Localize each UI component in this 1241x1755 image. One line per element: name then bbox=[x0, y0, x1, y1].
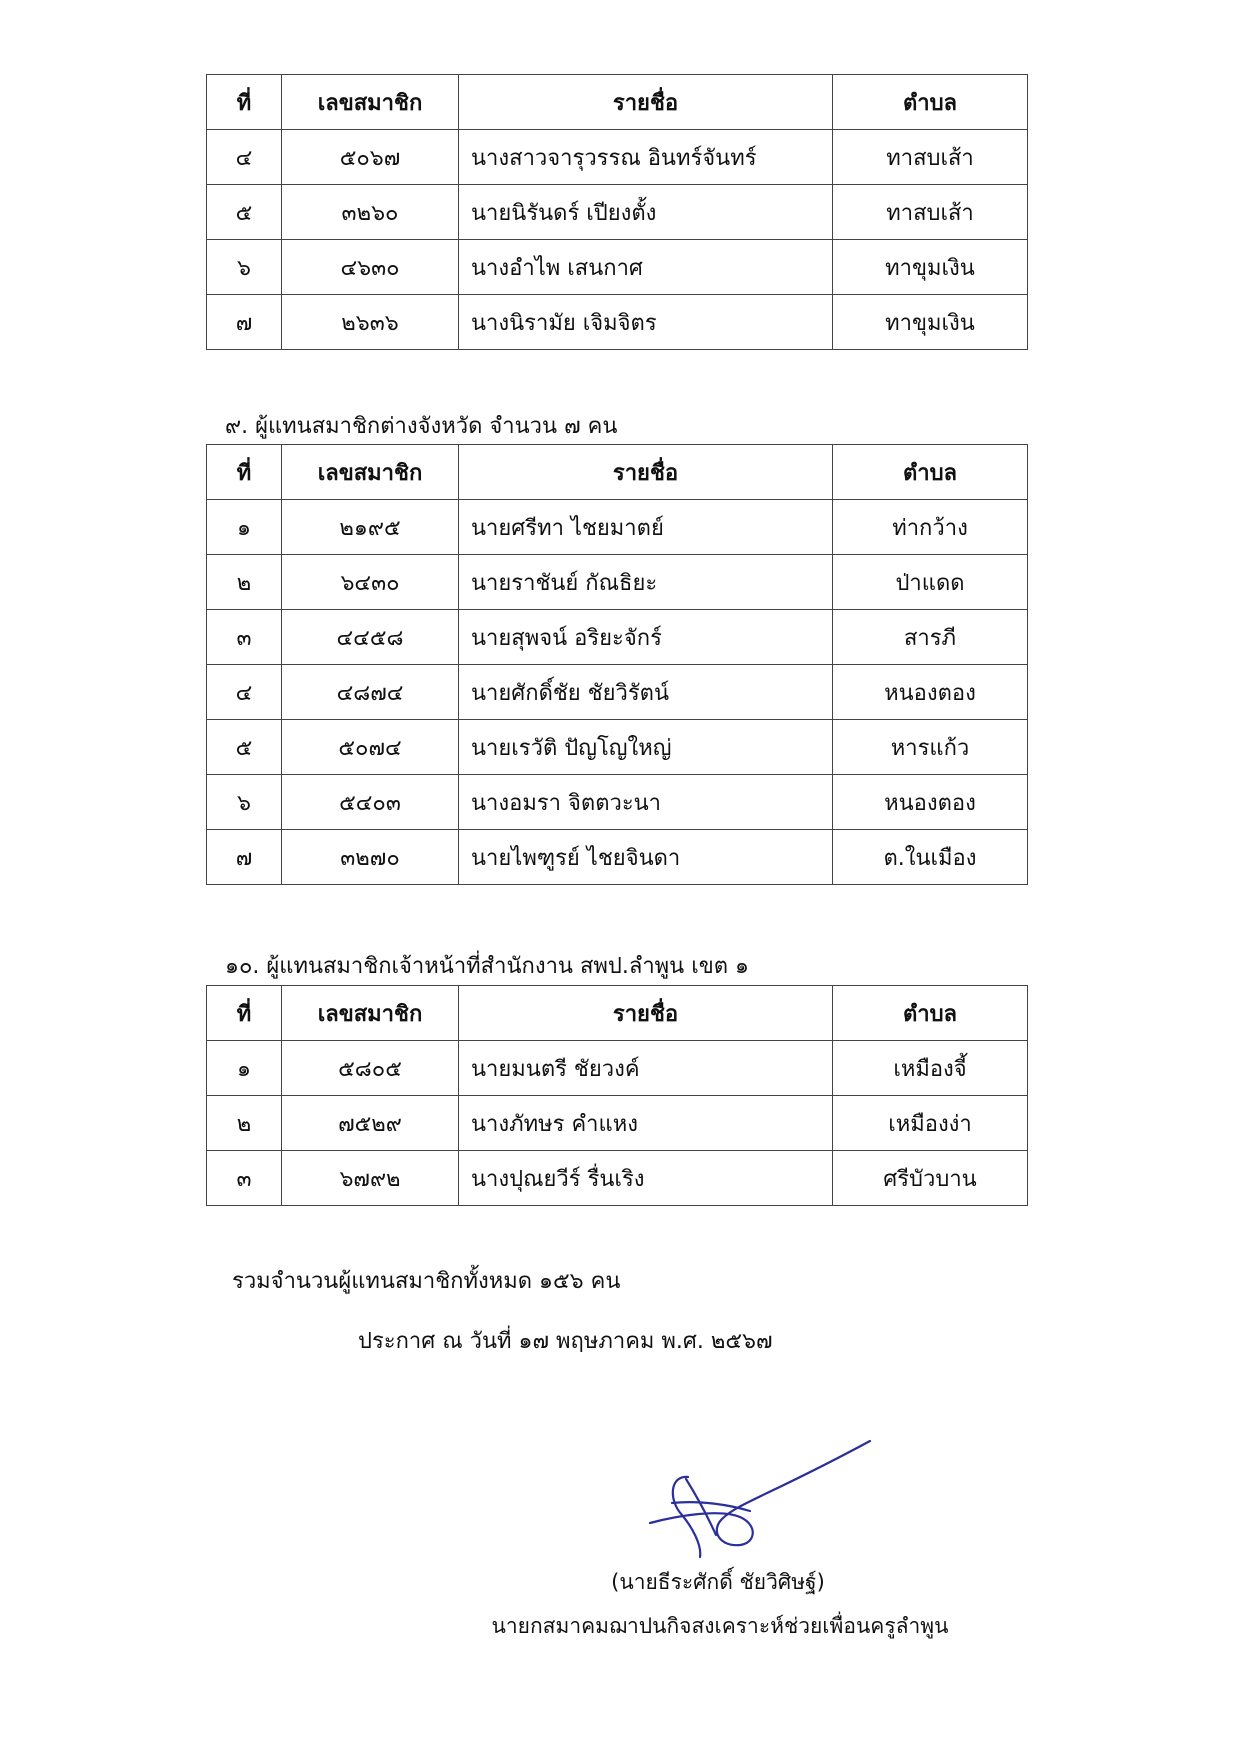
cell-no: ๓ bbox=[207, 610, 282, 665]
table-row bbox=[207, 555, 1028, 610]
cell-name: นางปุณยวีร์ รื่นเริง bbox=[459, 1151, 833, 1206]
cell-no: ๑ bbox=[207, 500, 282, 555]
header-no: ที่ bbox=[207, 445, 282, 500]
table-row bbox=[207, 240, 1028, 295]
cell-member-id: ๔๘๗๔ bbox=[282, 665, 459, 720]
cell-member-id: ๗๕๒๙ bbox=[282, 1096, 459, 1151]
cell-member-id: ๕๐๗๔ bbox=[282, 720, 459, 775]
signature-image bbox=[610, 1405, 910, 1565]
table-row bbox=[207, 665, 1028, 720]
cell-name: นายมนตรี ชัยวงค์ bbox=[459, 1041, 833, 1096]
members-table-section-9 bbox=[206, 444, 1028, 885]
header-name: รายชื่อ bbox=[459, 445, 833, 500]
cell-no: ๒ bbox=[207, 555, 282, 610]
table-header-row bbox=[207, 75, 1028, 130]
cell-subdistrict: หนองตอง bbox=[833, 665, 1028, 720]
cell-member-id: ๒๑๙๕ bbox=[282, 500, 459, 555]
cell-member-id: ๓๒๗๐ bbox=[282, 830, 459, 885]
cell-subdistrict: เหมืองจี้ bbox=[833, 1041, 1028, 1096]
header-no: ที่ bbox=[207, 75, 282, 130]
cell-subdistrict: ป่าแดด bbox=[833, 555, 1028, 610]
header-subdistrict: ตำบล bbox=[833, 75, 1028, 130]
table-row bbox=[207, 1096, 1028, 1151]
cell-no: ๗ bbox=[207, 295, 282, 350]
members-table-section-10 bbox=[206, 985, 1028, 1206]
header-member-id: เลขสมาชิก bbox=[282, 445, 459, 500]
cell-no: ๑ bbox=[207, 1041, 282, 1096]
table-row bbox=[207, 500, 1028, 555]
cell-name: นางอำไพ เสนกาศ bbox=[459, 240, 833, 295]
cell-no: ๖ bbox=[207, 775, 282, 830]
signer-name: (นายธีระศักดิ์ ชัยวิศิษฐ์) bbox=[611, 1570, 825, 1594]
cell-subdistrict: สารภี bbox=[833, 610, 1028, 665]
signer-position: นายกสมาคมฌาปนกิจสงเคราะห์ช่วยเพื่อนครูลำพูน bbox=[491, 1614, 949, 1638]
cell-name: นางอมรา จิตตวะนา bbox=[459, 775, 833, 830]
table-row bbox=[207, 295, 1028, 350]
header-subdistrict: ตำบล bbox=[833, 986, 1028, 1041]
cell-name: นายราชันย์ กัณธิยะ bbox=[459, 555, 833, 610]
cell-member-id: ๖๗๙๒ bbox=[282, 1151, 459, 1206]
header-member-id: เลขสมาชิก bbox=[282, 986, 459, 1041]
cell-name: นางภัทษร คำแหง bbox=[459, 1096, 833, 1151]
section-9-title: ๙. ผู้แทนสมาชิกต่างจังหวัด จำนวน ๗ คน bbox=[225, 414, 618, 439]
cell-member-id: ๓๒๖๐ bbox=[282, 185, 459, 240]
cell-subdistrict: ทาขุมเงิน bbox=[833, 295, 1028, 350]
header-member-id: เลขสมาชิก bbox=[282, 75, 459, 130]
table-row bbox=[207, 775, 1028, 830]
total-members-text: รวมจำนวนผู้แทนสมาชิกทั้งหมด ๑๕๖ คน bbox=[232, 1269, 621, 1294]
table-row bbox=[207, 130, 1028, 185]
cell-subdistrict: หารแก้ว bbox=[833, 720, 1028, 775]
cell-member-id: ๔๖๓๐ bbox=[282, 240, 459, 295]
cell-member-id: ๔๔๕๘ bbox=[282, 610, 459, 665]
cell-name: นายไพฑูรย์ ไชยจินดา bbox=[459, 830, 833, 885]
cell-name: นายนิรันดร์ เปียงตั้ง bbox=[459, 185, 833, 240]
table-row bbox=[207, 720, 1028, 775]
cell-subdistrict: ทาสบเส้า bbox=[833, 185, 1028, 240]
cell-subdistrict: ท่ากว้าง bbox=[833, 500, 1028, 555]
cell-member-id: ๒๖๓๖ bbox=[282, 295, 459, 350]
table-row bbox=[207, 1151, 1028, 1206]
members-table-top bbox=[206, 74, 1028, 350]
cell-subdistrict: หนองตอง bbox=[833, 775, 1028, 830]
header-no: ที่ bbox=[207, 986, 282, 1041]
cell-member-id: ๕๘๐๕ bbox=[282, 1041, 459, 1096]
table-header-row bbox=[207, 445, 1028, 500]
cell-subdistrict: ศรีบัวบาน bbox=[833, 1151, 1028, 1206]
cell-no: ๕ bbox=[207, 185, 282, 240]
table-row bbox=[207, 610, 1028, 665]
cell-no: ๕ bbox=[207, 720, 282, 775]
cell-name: นางนิรามัย เจิมจิตร bbox=[459, 295, 833, 350]
cell-no: ๗ bbox=[207, 830, 282, 885]
table-row bbox=[207, 185, 1028, 240]
signature bbox=[610, 1405, 910, 1565]
cell-name: นายศักดิ์ชัย ชัยวิรัตน์ bbox=[459, 665, 833, 720]
section-10-title: ๑๐. ผู้แทนสมาชิกเจ้าหน้าที่สำนักงาน สพป.ลำพูน เขต ๑ bbox=[225, 954, 750, 979]
cell-name: นายสุพจน์ อริยะจักร์ bbox=[459, 610, 833, 665]
header-name: รายชื่อ bbox=[459, 75, 833, 130]
cell-no: ๒ bbox=[207, 1096, 282, 1151]
header-subdistrict: ตำบล bbox=[833, 445, 1028, 500]
cell-member-id: ๖๔๓๐ bbox=[282, 555, 459, 610]
table-row bbox=[207, 1041, 1028, 1096]
cell-no: ๔ bbox=[207, 665, 282, 720]
cell-no: ๓ bbox=[207, 1151, 282, 1206]
cell-no: ๔ bbox=[207, 130, 282, 185]
cell-name: นางสาวจารุวรรณ อินทร์จันทร์ bbox=[459, 130, 833, 185]
cell-subdistrict: เหมืองง่า bbox=[833, 1096, 1028, 1151]
header-name: รายชื่อ bbox=[459, 986, 833, 1041]
announcement-date: ประกาศ ณ วันที่ ๑๗ พฤษภาคม พ.ศ. ๒๕๖๗ bbox=[358, 1329, 773, 1354]
cell-name: นายเรวัติ ปัญโญใหญ่ bbox=[459, 720, 833, 775]
table-row bbox=[207, 830, 1028, 885]
cell-member-id: ๕๐๖๗ bbox=[282, 130, 459, 185]
cell-name: นายศรีทา ไชยมาตย์ bbox=[459, 500, 833, 555]
table-header-row bbox=[207, 986, 1028, 1041]
cell-subdistrict: ต.ในเมือง bbox=[833, 830, 1028, 885]
cell-no: ๖ bbox=[207, 240, 282, 295]
cell-subdistrict: ทาสบเส้า bbox=[833, 130, 1028, 185]
cell-member-id: ๕๔๐๓ bbox=[282, 775, 459, 830]
cell-subdistrict: ทาขุมเงิน bbox=[833, 240, 1028, 295]
